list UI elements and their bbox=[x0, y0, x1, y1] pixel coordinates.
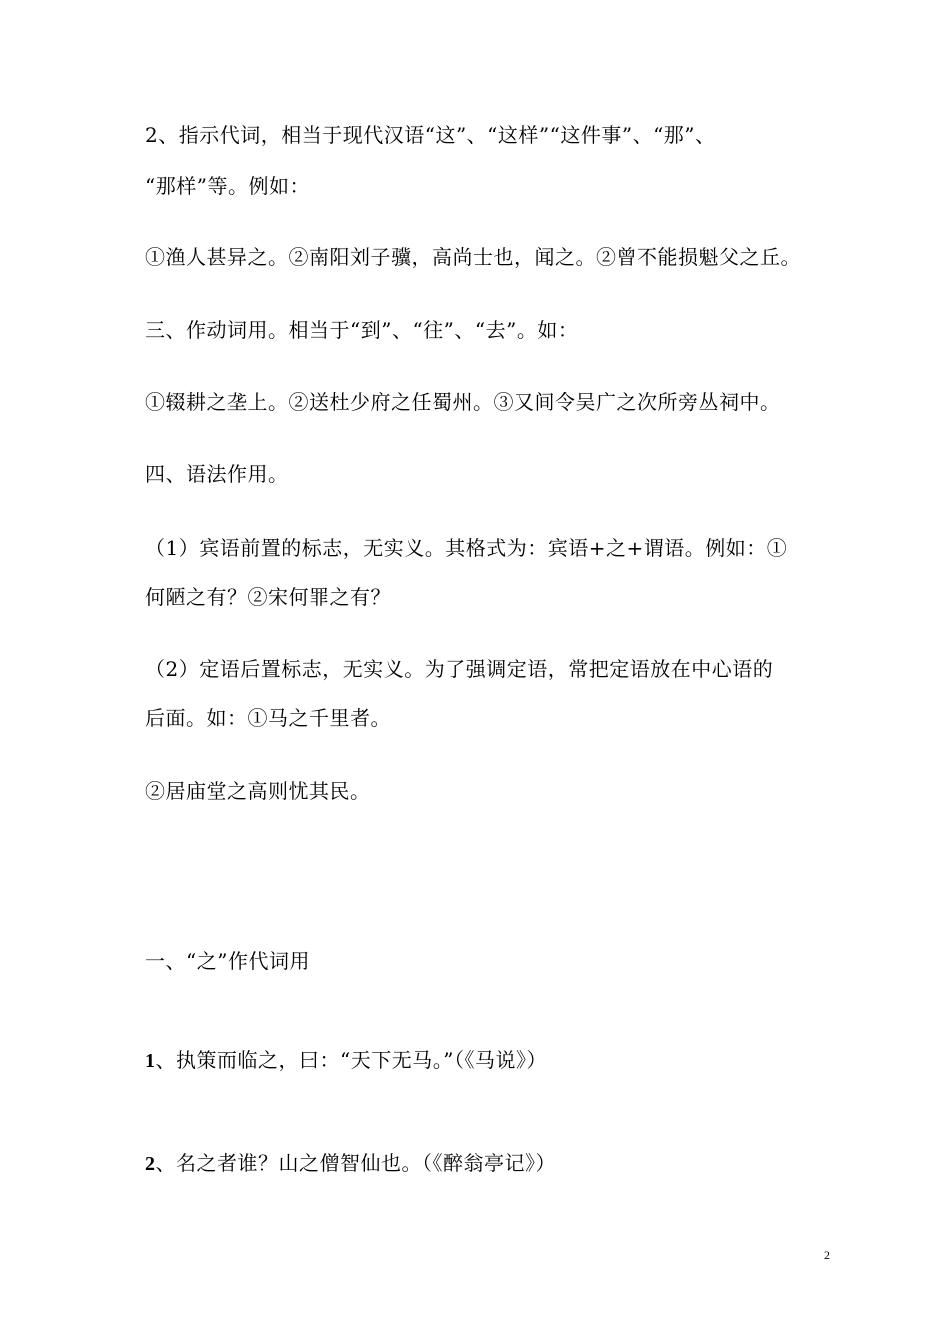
paragraph-object-preposing: （1）宾语前置的标志，无实义。其格式为：宾语+之+谓语。例如：① bbox=[145, 536, 788, 560]
heading-pronoun-usage: 一、“之”作代词用 bbox=[145, 949, 310, 973]
paragraph-demonstrative-pronoun-cont: “那样”等。例如： bbox=[145, 174, 310, 198]
paragraph-object-preposing-cont: 何陋之有？②宋何罪之有？ bbox=[145, 585, 391, 609]
heading-verb-usage: 三、作动词用。相当于“到”、“往”、“去”。如： bbox=[145, 318, 579, 342]
example-text: 、名之者谁？山之僧智仙也。（《醉翁亭记》） bbox=[155, 1151, 556, 1175]
page-number: 2 bbox=[824, 1248, 830, 1262]
heading-grammar-function: 四、语法作用。 bbox=[145, 462, 289, 486]
example-number: 1 bbox=[145, 1050, 156, 1072]
paragraph-attributive-postposing-cont: 后面。如：①马之千里者。 bbox=[145, 706, 391, 730]
paragraph-attributive-example: ②居庙堂之高则忧其民。 bbox=[145, 779, 371, 803]
paragraph-demonstrative-pronoun: 2、指示代词，相当于现代汉语“这”、“这样”“这件事”、“那”、 bbox=[145, 123, 716, 147]
paragraph-attributive-postposing: （2）定语后置标志，无实义。为了强调定语，常把定语放在中心语的 bbox=[145, 657, 774, 681]
paragraph-verb-examples: ①辍耕之垄上。②送杜少府之任蜀州。③又间令吴广之次所旁丛祠中。 bbox=[145, 390, 781, 414]
example-item-2 bbox=[145, 1149, 556, 1178]
example-number: 2 bbox=[145, 1153, 156, 1175]
example-text: 、执策而临之，曰：“天下无马。”（《马说》） bbox=[155, 1048, 547, 1072]
paragraph-pronoun-examples: ①渔人甚异之。②南阳刘子骥，高尚士也，闻之。②曾不能损魁父之丘。 bbox=[145, 245, 801, 269]
example-item-1 bbox=[145, 1046, 547, 1075]
